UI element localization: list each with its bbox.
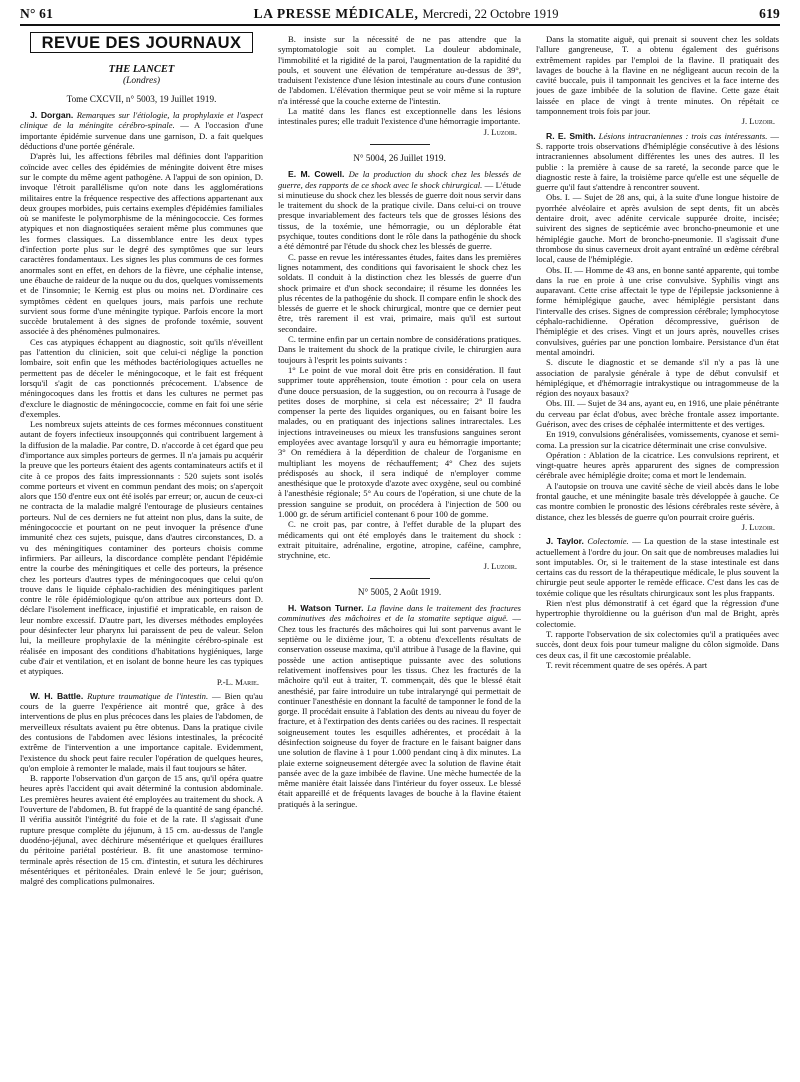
- article-signature: J. Luzoir.: [483, 560, 517, 571]
- divider: [370, 578, 430, 579]
- article-battle: [20, 691, 263, 887]
- article-taylor: [536, 536, 779, 670]
- article-author: J. Dorgan.: [30, 110, 74, 121]
- article-smith: [536, 131, 779, 533]
- article-text: T. revit récemment quatre de ses opérés. A part: [546, 659, 708, 670]
- article-text: Rien n'est plus démonstratif à cet égard que la régression d'une hypertrophie thyroïdienne ou la guérison d'un mal de Bright, après colectomie.: [536, 598, 779, 629]
- article-signature: J. Luzoir.: [741, 521, 775, 532]
- issue-reference: N° 5004, 26 Juillet 1919.: [353, 152, 446, 163]
- article-text: — Chez tous les fracturés des mâchoires qui lui sont parvenus avant le septième ou le dixième jour, T. a obtenu d'excellents résultats de conservation osseuse maxima, qu'il attribue à l'usage de la flavine, qui possède une action antiseptique puissante avec des solutions relativement inoffensives pour les tissus. Chez les fracturés de la mâchoire qu'il eut à traiter, T. commençait, dès que le blessé était anesthésié, par faire introduire un tube intralaryngé qui permettait de continuer l'anesthésie en donnant la faculté de tamponner le fond de la gorge. Il procédait ensuite à l'ablation des dents au niveau du foyer de fracture, et à l'extirpation des dents cariées ou des racines. Il respectait soigneusement toutes les esquilles adhérentes, et procédait à la désinfection soigneuse du foyer de fracture en le faisant baigner dans une solution de flavine à 1 pour 1.000 pendant cinq à dix minutes. La plaie externe soigneusement détergée avec la solution de flavine était pansée avec de la gaze imbibée de flavine. Une mèche humectée de la même manière était laissée dans l'intérieur du foyer osseux. Le blessé était appareillé et de fréquents lavages de bouche à la flavine étaient pratiqués à la seringue.: [278, 613, 521, 809]
- issue-reference: Tome CXCVII, n° 5003, 19 Juillet 1919.: [66, 93, 217, 104]
- article-signature: J. Luzoir.: [741, 116, 775, 127]
- article-dorgan: [20, 110, 263, 687]
- article-text: — S. rapporte trois observations d'hémiplégie consécutive à des lésions intracraniennes absolument différentes les unes des autres. Il les publie : la première à cause de sa rareté, la seconde parce que le diagnostic reste à faire, la troisième parce qu'elle est une séquelle de guerre qu'il faut s'attendre à rencontrer souvent.: [536, 130, 779, 193]
- article-title: Colectomie.: [587, 536, 629, 547]
- article-text: Ces cas atypiques échappent au diagnostic, soit qu'ils n'éveillent pas l'attention du clinicien, soit que celui-ci néglige la ponction lombaire, soit enfin que les méthodes bactériologiques actuelles ne permettent pas de déceler le méningocoque, et le fait est fréquent lorsqu'il s'agit de cas ponctionnés précocement. L'absence de méningocoques dans les frottis et dans les cultures ne permet pas d'exclure le diagnostic de méningococcie, comme en fait foi une série d'exemples.: [20, 336, 263, 419]
- article-title: Lésions intracraniennes : trois cas intéressants.: [598, 130, 768, 141]
- article-text: — A l'occasion d'une importante épidémie survenue dans une garnison, D. a fait quelques déductions d'une portée générale.: [20, 120, 263, 152]
- article-author: H. Watson Turner.: [288, 603, 364, 614]
- article-text: La matité dans les flancs est exceptionnelle dans les lésions intestinales pures; elle traduit l'existence d'une hémorragie importante.: [278, 106, 521, 127]
- article-text: A l'autopsie on trouva une cavité sèche de vieil abcès dans le lobe frontal gauche, et une méningite basale très développée à gauche. Ce cas montre combien le pronostic des lésions cérébrales reste sévère, à distance, chez les blessés de guerre qu'on pourrait croire guéris.: [536, 480, 779, 522]
- article-signature: J. Luzoir.: [483, 126, 517, 137]
- page-header: [20, 6, 780, 26]
- page-number-right: 619: [759, 6, 780, 21]
- article-text: Opération : Ablation de la cicatrice. Les convulsions reprirent, et vingt-quatre heures après apparurent des signes de compression cérébrale avec hémiplégie droite; coma et mort le lendemain.: [536, 449, 779, 481]
- column-3: [536, 30, 779, 1078]
- observation-text: Obs. II. — Homme de 43 ans, en bonne santé apparente, qui tombe dans la rue en proie à une crise convulsive. Syphilis vingt ans auparavant. Cette crise affectait le type de l'épilepsie jacksonienne à forme hémiplégique gauche, avec hémiplégie persistant dans l'intervalle des crises. Signes de compression cérébrale; lymphocytose céphalo-rachidienne. Opération décompressive, guérison de l'hémiplégie et des crises. Vingt et un jours après, nouvelles crises convulsives, guéries par une ponction lombaire. Persistance d'un état mental amoindri.: [536, 264, 779, 357]
- journal-place: (Londres): [122, 75, 161, 86]
- observation-text: Obs. I. — Sujet de 28 ans, qui, à la suite d'une longue histoire de pyorrhée alvéolaire et après avulsion de sept dents, fit un abcès dentaire droit, avec adénite cervicale suppurée droite, incisée; suivirent des signes de septicémie avec broncho-pneumonie et une hémiplégie gauche. Mort de broncho-pneumonie. Il s'agissait d'une thrombose du sinus caverneux droit ayant entraîné un œdème cérébral local, cause de l'hémiplégie.: [536, 192, 779, 265]
- article-text: T. rapporte l'observation de six colectomies qu'il a pratiquées avec succès, dont deux fois pour tumeur maligne du côlon sigmoïde. Dans ces deux cas, il fit une cæcostomie préalable.: [536, 628, 779, 660]
- article-text: Les nombreux sujets atteints de ces formes méconnues constituent autant de foyers infectieux insoupçonnés qui contribuent largement à la diffusion de la maladie. Par contre, D. n'accorde à cet égard que peu d'importance aux simples porteurs de germes. Il n'a jamais pu acquérir la preuve que les porteurs étaient des agents contaminateurs actifs et il cite à ce propos des faits impressionnants : 520 sujets sont isolés comme porteurs et vivent en commun pendant des mois; on s'aperçoit alors que 150 d'entre eux ont été isolés par erreur; or, aucun de ceux-ci ne contracta de la maladie malgré l'entourage de plusieurs centaines porteurs. Nul de ces derniers ne fut atteint non plus, dans la suite, de méningococcie et pourtant on ne peut invoquer la présence d'une immunité chez ces sujets, puisque, dans d'autres circonstances, D. a vu des méningitiques contaminer des porteurs choisis comme infirmiers. Par ailleurs, la discordance complète pendant l'épidémie entre la courbe des méningitiques et celle des porteurs, la présence chez les porteurs d'autres types de méningocoques que celui qu'on trouve dans le liquide céphalo-rachidien des méningitiques parlent contre le rôle épidémiologique qu'on attribue aux porteurs dont D. déclare l'isolement inefficace, injustifié et impraticable, en raison de leur nombre excessif. D'autre part, les diverses méthodes employées pour désinfecter leur pharynx lui paraissent de peu de valeur. Selon lui, la meilleure prophylaxie de la méningite cérébro-spinale est réalisée en imposant des conditions d'habitations hygiéniques, large cube d'air et ventilation, et en isolant de bonne heure les cas typiques et atypiques.: [20, 419, 263, 677]
- journal-name: LA PRESSE MÉDICALE,: [253, 6, 419, 21]
- issue-reference: N° 5005, 2 Août 1919.: [357, 586, 442, 597]
- article-text: — Bien qu'au cours de la guerre l'expérience ait montré que, grâce à des interventions de plus en plus précoces dans les plaies de l'abdomen, de merveilleux résultats avaient pu être obtenus. Dans la pratique civile des contusions de l'abdomen avec lésions intestinales, la précocité extrême de l'intervention a une importance capitale. Evidemment, l'existence du shock peut faire reculer l'opération de quelques heures, qu'on emploie à remonter le malade, mais il faut toujours se hâter.: [20, 690, 263, 773]
- article-text: En 1919, convulsions généralisées, vomissements, cyanose et semi-coma. La pression sur la cicatrice déterminait une crise convulsive.: [536, 429, 779, 450]
- article-turner-cont: [536, 34, 779, 127]
- article-text: B. insiste sur la nécessité de ne pas attendre que la symptomatologie soit au complet. La douleur abdominale, l'immobilité et la rigidité de la paroi, l'augmentation de la rapidité du pouls, et souvent une élévation de température au-dessus de 39°, traduisent l'existence d'une lésion intestinale au cours d'une contusion de l'abdomen. L'élévation thermique peut se voir même si la rupture n'a intéressé que la couche externe de l'intestin.: [278, 34, 521, 106]
- article-text: 1° Le point de vue moral doit être pris en considération. Il faut supprimer toute appréhension, toute émotion : pour cela on usera d'une douce persuasion, de la suggestion, ou on recourra à l'usage de petites doses de morphine, si cela est nécessaire; 2° Il faudra compenser la perte des liquides organiques, ou en faisant boire les malades, ou en pratiquant des injections salines intrarectales. Les injections intraveineuses ou mieux les transfusions sanguines seront employées avec avantage lorsqu'il y aura eu hémorragie importante; 3° On remédiera à la déperdition de chaleur de l'organisme en multipliant les moyens de réchauffement; 4° Chez des sujets prédisposés au shock, il sera indiqué de n'employer comme anesthésique que le protoxyde d'azote avec oxygène, seul ou combiné à l'anesthésie régionale; 5° Au cours de l'opération, si une chute de la pression sanguine se produit, on procédera à l'injection de 500 ou 1.000 gr. de sérum artificiel contenant 6 pour 100 de gomme.: [278, 364, 521, 520]
- article-text: D'après lui, les affections fébriles mal définies dont l'apparition coïncide avec celles des épidémies de méningite doivent être mises sur le compte du même agent pathogène. A l'appui de son opinion, D. invoque l'étroit parallélisme qu'on note dans les agglomérations militaires entre la fréquence respective des affections appartenant aux deux groupes morbides, puis certains exemples d'épidémies familiales où se manifeste le polymorphisme de la méningococcie. Ces formes atypiques et non diagnostiquées seraient même plus communes que les formes classiques. La dissemblance entre les deux types d'infection porte plus sur le degré des symptômes que sur leurs caractères fondamentaux. Les signes les plus communs de ces formes anormales sont en effet, en dehors de la fièvre, une céphalie intense, une ébauche de raideur de la nuque ou du dos, quelques vomissements et de l'insomnie; le Kernig est plus ou moins net. D'ordinaire ces symptômes cèdent en quelques jours, mais parfois une rechute survient sous forme d'une méningite typique. Parfois encore la mort succède brutalement à des signes de profonde toxémie, souvent associée à des phénomènes pulmonaires.: [20, 151, 263, 337]
- article-battle-cont: [278, 34, 521, 137]
- section-rubric: REVUE DES JOURNAUX: [30, 32, 253, 53]
- observation-text: Obs. III. — Sujet de 34 ans, ayant eu, en 1916, une plaie pénétrante du cerveau par éclat d'obus, avec brèche frontale assez importante. Guérison, avec des crises de céphalée intermittente et des vertiges.: [536, 398, 779, 429]
- article-title: Rupture traumatique de l'intestin.: [87, 690, 209, 701]
- article-author: J. Taylor.: [546, 536, 584, 547]
- article-text: — L'étude si minutieuse du shock chez les blessés de guerre doit nous servir dans le traitement du shock de la pratique civile. Dans celui-ci on trouve presque invariablement des facteurs tels que de grosses lésions des tissus, de la toxémie, une hémorragie, ou un déplorable état psychique, toutes conditions dont le rôle dans la pathogénie du shock a été démontré par l'étude du shock chez les blessés de guerre.: [278, 179, 521, 252]
- page-number-left: N° 61: [20, 6, 54, 21]
- article-title: Remarques sur l'étiologie, la prophylaxie et l'aspect clinique de la méningite cérébro-spinale.: [20, 110, 263, 131]
- journal-title: THE LANCET: [108, 64, 175, 76]
- column-1: [20, 30, 263, 1078]
- article-title: De la production du shock chez les blessés de guerre, des rapports de ce shock avec le shock chirurgical.: [278, 169, 521, 190]
- article-cowell: [278, 169, 521, 571]
- divider: [370, 144, 430, 145]
- column-2: [278, 30, 521, 1078]
- article-text: B. rapporte l'observation d'un garçon de 15 ans, qu'il opéra quatre heures après l'accident qui avait déterminé la contusion abdominale. Les premières heures avaient été employées au traitement du shock. A l'ouverture de l'abdomen, B. fut frappé de la quantité de sang épanché. Il vérifia aussitôt l'intégrité du foie et de la rate. Il s'agissait d'une rupture presque complète du jéjunum, à 15 cm. au-dessus de l'angle duodéno-jéjunal, avec déchirure mésentérique et quelques éraillures du péritoine pariétal postérieur. B. fit une anastomose termino-terminale après résection de 15 cm. d'intestin, et sutura les déchirures mésentériques et péritonéales. Drain enlevé le 5e jour; guérison, malgré des complications pulmonaires.: [20, 773, 263, 887]
- article-text: C. ne croit pas, par contre, à l'effet durable de la plupart des médicaments qui ont été employés dans le traitement du shock : extrait pituitaire, adrénaline, ergotine, atropine, caféine, camphre, strychnine, etc.: [278, 519, 521, 561]
- article-author: E. M. Cowell.: [288, 169, 345, 180]
- issue-date: Mercredi, 22 Octobre 1919: [422, 7, 559, 21]
- header-rule: [20, 24, 780, 26]
- article-title: La flavine dans le traitement des fractures comminutives des mâchoires et de la stomatite septique aiguë.: [278, 603, 521, 624]
- article-text: Dans la stomatite aiguë, qui prenait si souvent chez les soldats l'allure gangreneuse, T. a obtenu également des guérisons extrêmement rapides par l'emploi de la flavine. Il pratiquait des lavages de bouche à la flavine en ne négligeant aucun recoin de la cavité buccale, puis il tamponnait les gencives et la face interne des joues de gaze imbibée de la solution de flavine. Cette gaze était laissée en place de vingt à trente minutes. On répétait ce tamponnement trois fois par jour.: [536, 34, 779, 117]
- article-text: C. passe en revue les intéressantes études, faites dans les premières lignes notamment, des conditions qui favorisaient le shock chez les soldats. Il conduit à la distinction chez les blessés de guerre d'un shock primaire et d'un shock secondaire; il résume les données les plus récentes de la pathogénie du shock. Il compare enfin le shock des blessés de guerre et le shock chirurgical, montre que ce dernier peut être, très rarement il est vrai, primaire, mais qu'il est surtout secondaire.: [278, 251, 521, 334]
- article-author: R. E. Smith.: [546, 130, 596, 141]
- article-text: C. termine enfin par un certain nombre de considérations pratiques. Dans le traitement du shock de la pratique civile, le chirurgien aura toujours à l'esprit les points suivants :: [278, 334, 521, 365]
- running-title: [254, 6, 559, 22]
- article-signature: P.-L. Marie.: [216, 676, 259, 687]
- article-author: W. H. Battle.: [30, 690, 84, 701]
- article-turner: [278, 603, 521, 809]
- article-text: S. discute le diagnostic et se demande s'il n'y a pas là une association de paralysie générale à type de début convulsif et hémiplégique, et d'hémorragie intrakystique ou intragommeuse de la région des noyaux basaux?: [536, 357, 779, 399]
- article-text: — La question de la stase intestinale est actuellement à l'ordre du jour. On sait que de nombreuses maladies lui sont imputables. Or, si le traitement de la stase intestinale est dans certains cas du ressort de la thérapeutique médicale, le plus souvent la chirurgie peut seule apporter le remède efficace. C'est dans les cas de toxémie colique que les résultats chirurgicaux sont les plus frappants.: [536, 536, 779, 598]
